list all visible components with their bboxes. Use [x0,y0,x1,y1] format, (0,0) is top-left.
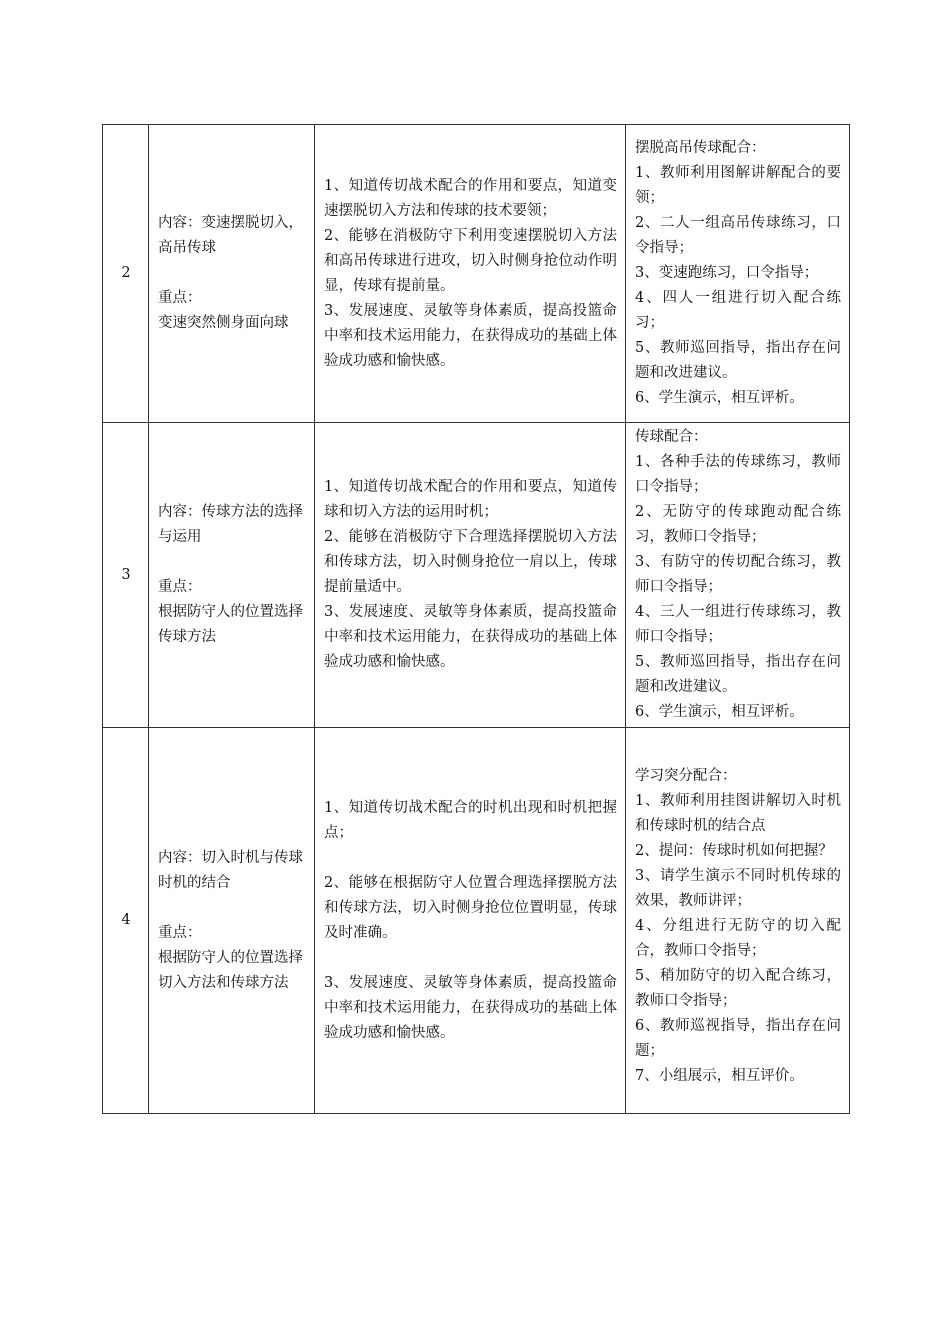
method-item: 2、无防守的传球跑动配合练习，教师口令指导； [635,504,841,545]
focus-text: 根据防守人的位置选择传球方法 [158,604,303,645]
objective-item: 3、发展速度、灵敏等身体素质，提高投篮命中率和技术运用能力，在获得成功的基础上体验成功感和愉快感。 [324,974,617,1041]
method-item: 6、学生演示，相互评析。 [635,390,804,406]
focus-label: 重点： [158,290,202,306]
method-item: 5、教师巡回指导，指出存在问题和改进建议。 [635,654,841,695]
objective-item: 2、能够在消极防守下利用变速摆脱切入方法和高吊传球进行进攻，切入时侧身抢位动作明显，传球有提前量。 [324,227,617,294]
objective-item: 3、发展速度、灵敏等身体素质，提高投篮命中率和技术运用能力，在获得成功的基础上体验成功感和愉快感。 [324,302,617,369]
method-title: 传球配合： [635,429,708,445]
objective-item: 1、知道传切战术配合的作用和要点，知道传球和切入方法的运用时机； [324,479,617,520]
method-item: 1、教师利用挂图讲解切入时机和传球时机的结合点 [635,793,841,834]
method-item: 3、请学生演示不同时机传球的效果，教师讲评； [635,868,841,909]
objectives-cell [315,728,626,1114]
content-cell [149,423,315,728]
method-item: 7、小组展示，相互评价。 [635,1068,804,1084]
table-row [103,728,850,1114]
content-cell [149,728,315,1114]
focus-label: 重点： [158,924,202,941]
method-item: 5、教师巡回指导，指出存在问题和改进建议。 [635,340,841,381]
objective-item: 1、知道传切战术配合的作用和要点，知道变速摆脱切入方法和传球的技术要领； [324,177,617,219]
focus-label: 重点： [158,579,202,595]
method-item: 1、各种手法的传球练习，教师口令指导； [635,454,841,495]
methods-cell [626,423,850,728]
method-item: 2、提问：传球时机如何把握？ [635,843,833,859]
objective-item: 1、知道传切战术配合的时机出现和时机把握点； [324,799,617,841]
objectives-cell [315,423,626,728]
method-item: 6、教师巡视指导，指出存在问题； [635,1018,841,1059]
content-text: 内容：切入时机与传球时机的结合 [158,849,303,891]
method-item: 6、学生演示，相互评析。 [635,704,804,720]
method-item: 4、四人一组进行切入配合练习； [635,290,841,331]
method-item: 1、教师利用图解讲解配合的要领； [635,165,841,206]
focus-text: 根据防守人的位置选择切入方法和传球方法 [158,949,303,991]
content-text: 内容：变速摆脱切入，高吊传球 [158,215,303,256]
method-title: 摆脱高吊传球配合： [635,140,766,156]
table-row [103,125,850,423]
method-item: 4、分组进行无防守的切入配合，教师口令指导； [635,918,841,959]
methods-cell [626,125,850,423]
method-title: 学习突分配合： [635,768,737,784]
content-text: 内容：传球方法的选择与运用 [158,504,303,545]
objective-item: 2、能够在消极防守下合理选择摆脱切入方法和传球方法，切入时侧身抢位一肩以上，传球提前量适中。 [324,529,617,595]
objectives-cell [315,125,626,423]
focus-text: 变速突然侧身面向球 [158,315,289,331]
table-row [103,423,850,728]
content-cell [149,125,315,423]
method-item: 3、有防守的传切配合练习，教师口令指导； [635,554,841,595]
objective-item: 3、发展速度、灵敏等身体素质，提高投篮命中率和技术运用能力，在获得成功的基础上体验成功感和愉快感。 [324,604,617,670]
method-item: 5、稍加防守的切入配合练习，教师口令指导； [635,968,841,1009]
lesson-plan-table [102,124,850,1114]
method-item: 4、三人一组进行传球练习，教师口令指导； [635,604,841,645]
method-item: 2、二人一组高吊传球练习，口令指导； [635,215,841,256]
methods-cell [626,728,850,1114]
lesson-number: 2 [103,125,149,423]
lesson-number: 4 [103,728,149,1114]
objective-item: 2、能够在根据防守人位置合理选择摆脱方法和传球方法，切入时侧身抢位位置明显，传球及时准确。 [324,874,617,941]
lesson-number: 3 [103,423,149,728]
method-item: 3、变速跑练习，口令指导； [635,265,819,281]
